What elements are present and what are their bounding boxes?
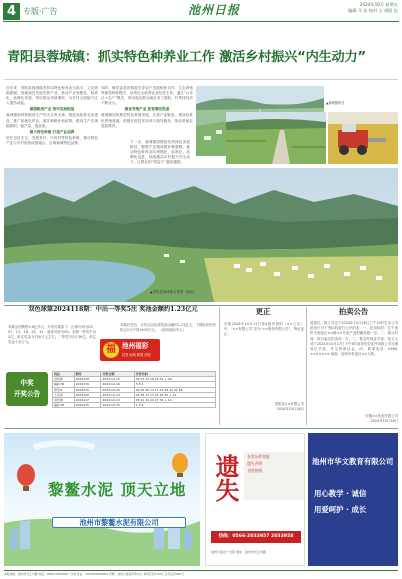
classified-poem-box bbox=[244, 452, 304, 500]
header-rule bbox=[3, 21, 399, 22]
newspaper-logo: 池州日报 bbox=[188, 3, 241, 17]
education-slogan-1: 用心教学 · 诚信 bbox=[314, 489, 367, 498]
classified-ad bbox=[205, 433, 305, 566]
draw-table-cell: 2024275 bbox=[74, 403, 101, 408]
welfare-lottery-logo bbox=[100, 339, 160, 361]
draw-table-cell: 2024-10-16 bbox=[101, 387, 134, 392]
poem-line: 刊登热线 bbox=[247, 468, 263, 474]
panorama-caption: ▲青阳县蓉城镇全景图（航拍） bbox=[150, 290, 197, 294]
draw-table-cell: 开奖日期 bbox=[101, 372, 134, 377]
correction-body: 本报2024年10月11日第4版刊登的《××公告》中，“××有限公司”应为“××股份有限公司”，特此更正。 bbox=[224, 322, 304, 337]
column-divider bbox=[219, 307, 220, 425]
harvester-photo bbox=[328, 112, 398, 164]
lottery-text-right: 本期开奖后，计奖后双色球奖池余额约1.23亿元，下期彩民仍有机会2元中得1000万元。 （池州福彩中心） bbox=[120, 323, 216, 332]
draw-table-cell: 开奖号码 bbox=[134, 372, 215, 377]
article-paragraph: 依托良好生态，发展茶叶、中药材等特色种植，推动特色产业与乡村旅游深度融合，打响蓉城特色品牌。 bbox=[6, 135, 98, 145]
page-number: 4 bbox=[3, 3, 20, 20]
draw-table-cell: 福彩3D bbox=[53, 403, 75, 408]
editor-credits: 编辑 马 张 校对 王 排版 伍 bbox=[348, 8, 398, 13]
article-column-1 bbox=[6, 86, 98, 166]
cement-advertisement bbox=[4, 433, 200, 566]
welfare-slogan: 扶老 助残 救孤 济困 bbox=[122, 353, 151, 357]
draw-table-cell: 2024-10-15 bbox=[101, 377, 134, 382]
page-footer: 本报地址：池州市长江中路 电话：0566-2033806 广告许可证：3417004000001 印刷：池州日报社印务中心 每份定价1.00元 全年定价300元 bbox=[4, 570, 398, 576]
town-panorama-photo bbox=[4, 168, 398, 302]
classified-footer: 池州日报社广告部 地址：池州市长江中路 bbox=[211, 550, 266, 554]
draw-table-cell: 2024118 bbox=[74, 377, 101, 382]
education-slogan-2: 用爱呵护 · 成长 bbox=[314, 505, 367, 514]
draw-table-cell: 5 8 2 bbox=[134, 382, 215, 387]
stamp-line-1: 中奖 bbox=[20, 379, 34, 387]
draw-notice-stamp bbox=[6, 372, 48, 406]
issue-date: 2024年10月 星期五 bbox=[359, 2, 398, 7]
field-road-photo bbox=[226, 112, 326, 164]
section-rule bbox=[4, 428, 398, 429]
auction-signature: 安徽××拍卖有限公司 2024年10月18日 bbox=[365, 414, 398, 424]
panorama-image bbox=[4, 168, 398, 302]
lottery-headline: 双色球第2024118期：中出一等奖5注 奖池金额约1.23亿元 bbox=[28, 306, 198, 313]
article-headline: 青阳县蓉城镇：抓实特色种养业工作 激活乡村振兴“内生动力” bbox=[7, 50, 366, 65]
article-paragraph: 蓉城镇始终把粮食生产作为头等大事，推进高标准农田建设，推广机械化作业，落实种粮补贴政策，粮食生产实现稳面积、稳产量、提品质。 bbox=[6, 113, 98, 128]
headline-rule bbox=[4, 79, 398, 80]
article-subhead: 做大特色种植 打造产业品牌 bbox=[29, 129, 75, 134]
draw-table-cell: 期号 bbox=[74, 372, 101, 377]
draw-table-cell: 2024-10-16 bbox=[101, 382, 134, 387]
column-divider bbox=[306, 307, 307, 425]
page-header bbox=[0, 0, 402, 22]
cement-slogan: 黎鳌水泥 顶天立地 bbox=[48, 481, 187, 499]
draw-table-cell: 双色球 bbox=[53, 397, 75, 402]
article-paragraph: 下一步，蓉城镇将继续坚持特色发展路径，聚焦产业链延链补链强链，推动特色种养业向规模化、标准化、品牌化迈进，持续激活乡村振兴内生动力，让群众的“钱袋子”越来越鼓。 bbox=[130, 140, 190, 165]
auction-title: 拍卖公告 bbox=[338, 307, 369, 316]
draw-table-cell: 2024120 bbox=[74, 392, 101, 397]
article-subhead: 做强粮食产业 筑牢发展根基 bbox=[29, 107, 75, 112]
cement-company-name: 池州市黎鳌水泥有限公司 bbox=[52, 517, 186, 528]
poem-line: 遗失声明 bbox=[247, 461, 263, 467]
welfare-emblem-icon: 福 bbox=[103, 342, 119, 358]
draw-table-cell: 1 4 9 bbox=[134, 403, 215, 408]
lottery-text-left: 本期全国销售3.6亿多元。开奖结果如下：红球号码为03、07、12、18、25、31，蓝球号码为09。本期一等奖中出5注，单注奖金为700万元左右。二等奖中出139注，单注奖金十余万元。 bbox=[8, 325, 96, 344]
draw-table-cell: 02 05 09 11 17 23 28 34 41 46 bbox=[134, 387, 215, 392]
welfare-brand-name: 池州福彩 bbox=[122, 342, 149, 350]
article-subhead: 做优养殖产业 拓宽增收渠道 bbox=[124, 107, 170, 112]
classified-headline: 遗失 bbox=[211, 454, 240, 502]
article-paragraph: 同时，镇党委政府积极引导农户发展稻虾共作、生态养殖等新型种养模式，培育壮大新型农业经营主体，通过“合作社+农户”模式，带动周边群众就近务工增收，村集体经济不断壮大。 bbox=[101, 86, 193, 106]
draw-table-cell: 2024276 bbox=[74, 382, 101, 387]
poem-line: 各类证件登报 bbox=[247, 454, 270, 459]
education-advertisement bbox=[308, 433, 398, 566]
draw-table-cell: 05 11 19 22 27 32 + 14 bbox=[134, 397, 215, 402]
section-name: 专版·广告 bbox=[23, 7, 58, 16]
article-paragraph: 近年来，青阳县蓉城镇坚持以特色种养业为抓手，立足资源禀赋，因地制宜发展优势产业，推动产业规模化、标准化、品牌化发展，带动群众持续增收，为乡村全面振兴注入强劲动能。 bbox=[6, 86, 98, 106]
draw-table-cell: 玩法 bbox=[53, 372, 75, 377]
harvester-image bbox=[328, 112, 398, 164]
draw-table-cell: 03 07 12 18 25 31 + 09 bbox=[134, 377, 215, 382]
draw-results-table bbox=[52, 371, 216, 408]
draw-table-cell: 2024-10-15 bbox=[101, 403, 134, 408]
draw-table-cell: 2024276 bbox=[74, 387, 101, 392]
correction-signature: 青阳县××有限公司 2024年10月18日 bbox=[274, 402, 304, 412]
draw-table-cell: 七乐彩 bbox=[53, 392, 75, 397]
photo-caption-scenery: ▲蓉城镇风光 bbox=[326, 101, 345, 105]
education-company-name: 池州市华文教育有限公司 bbox=[312, 457, 394, 466]
field-road-image bbox=[226, 112, 326, 164]
classified-hotline: 热线：0566-2033957 2033958 bbox=[211, 531, 301, 543]
draw-table-cell: 2024-10-13 bbox=[101, 397, 134, 402]
draw-table-cell: 双色球 bbox=[53, 377, 75, 382]
draw-table-cell: 2024-10-14 bbox=[101, 392, 134, 397]
draw-table-cell: 2024117 bbox=[74, 397, 101, 402]
stamp-line-2: 开奖公告 bbox=[13, 390, 41, 398]
issue-meta bbox=[348, 2, 398, 14]
draw-table-cell: 快乐8 bbox=[53, 387, 75, 392]
draw-table-row bbox=[53, 403, 216, 408]
auction-body: 受委托，我公司定于2024年10月28日上午10时在本公司拍卖厅对下列标的进行公开拍卖：一、拍卖标的：位于池州市贵池区××路××号房产及附属设施一宗。二、展示时间：即日起至拍卖前一日。三、报名时间及手续：竞买人须于2024年10月27日下午5时前持有效证件到我公司办理登记手续，并交纳保证金。四、联系电话：0566-××××××× 地址：池州市贵池区××大厦。 bbox=[310, 321, 398, 357]
correction-title: 更正 bbox=[255, 307, 271, 316]
draw-table-cell: 福彩3D bbox=[53, 382, 75, 387]
draw-table-cell: 01 06 13 17 22 26 30 + 19 bbox=[134, 392, 215, 397]
article-paragraph: 蓉城镇加快推进特色养殖发展，完善产业链条，建设标准化养殖基地，积极开展技术培训与指导服务，推动养殖业提质增效。 bbox=[101, 113, 193, 128]
